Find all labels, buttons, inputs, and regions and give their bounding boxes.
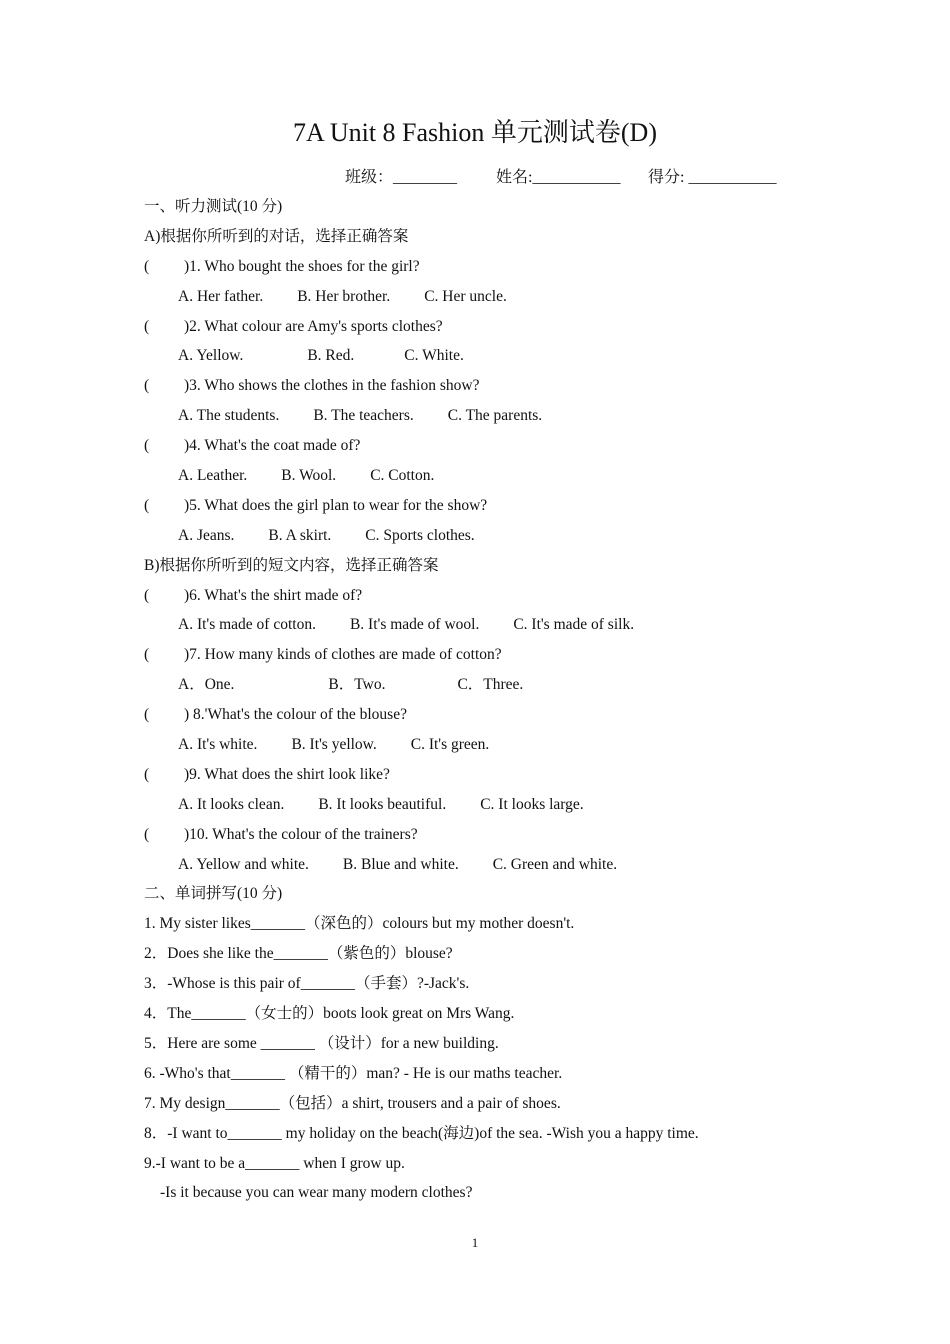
option-a: A. The students.: [178, 407, 280, 425]
spelling-item-3: 3．-Whose is this pair of_______（手套）?-Jack's.: [144, 975, 470, 993]
answer-blank[interactable]: (: [144, 257, 150, 275]
option-a: A. It's made of cotton.: [178, 616, 316, 634]
option-c: C. Her uncle.: [424, 287, 507, 305]
option-b: B. It's made of wool.: [349, 616, 480, 634]
partB-instruction: B)根据你所听到的短文内容，选择正确答案: [144, 556, 439, 574]
option-a: A. Yellow.: [178, 347, 244, 365]
answer-blank[interactable]: (: [144, 706, 150, 724]
score-field[interactable]: 得分: ___________: [648, 169, 777, 186]
class-field[interactable]: 班级：________: [345, 169, 458, 186]
question-5: [144, 491, 844, 521]
options-9: [144, 790, 844, 820]
student-info-row: [0, 166, 950, 190]
name-field[interactable]: 姓名:___________: [496, 169, 621, 186]
answer-blank[interactable]: (: [144, 377, 150, 395]
partA-questions: [144, 252, 844, 551]
option-b: B．Two.: [328, 676, 386, 694]
options-4: [144, 461, 844, 491]
spelling-item-10: -Is it because you can wear many modern clothes?: [160, 1184, 473, 1202]
option-c: C. It's green.: [410, 736, 490, 754]
exam-content: [144, 192, 844, 1208]
option-a: A. Leather.: [178, 467, 248, 485]
options-8: [144, 730, 844, 760]
option-c: C. The parents.: [447, 407, 543, 425]
question-8: [144, 700, 844, 730]
question-3: [144, 371, 844, 401]
option-b: B. Blue and white.: [342, 855, 459, 873]
question-text: )10. What's the colour of the trainers?: [184, 825, 418, 843]
option-a: A. Jeans.: [178, 526, 235, 544]
options-7: [144, 670, 844, 700]
question-7: [144, 640, 844, 670]
option-c: C．Three.: [457, 676, 524, 694]
option-b: B. Red.: [307, 347, 355, 365]
page-number: 1: [471, 1235, 479, 1250]
option-a: A. It's white.: [178, 736, 258, 754]
spelling-item-5: 5．Here are some _______ （设计）for a new building.: [144, 1034, 499, 1052]
option-b: B. A skirt.: [268, 526, 332, 544]
question-text: )3. Who shows the clothes in the fashion show?: [184, 377, 480, 395]
partB-questions: [144, 581, 844, 880]
options-6: [144, 610, 844, 640]
question-2: [144, 312, 844, 342]
question-9: [144, 760, 844, 790]
answer-blank[interactable]: (: [144, 825, 150, 843]
option-a: A. Yellow and white.: [178, 855, 309, 873]
page-title: 7A Unit 8 Fashion 单元测试卷(D): [292, 118, 657, 147]
question-10: [144, 820, 844, 850]
answer-blank[interactable]: (: [144, 317, 150, 335]
spelling-item-4: 4．The_______（女士的）boots look great on Mrs Wang.: [144, 1005, 515, 1023]
options-2: [144, 341, 844, 371]
question-text: ) 8.'What's the colour of the blouse?: [184, 706, 407, 724]
answer-blank[interactable]: (: [144, 765, 150, 783]
spelling-item-2: 2．Does she like the_______（紫色的）blouse?: [144, 945, 453, 963]
option-c: C. White.: [404, 347, 464, 365]
section2-heading: 二、单词拼写(10 分): [144, 885, 283, 903]
option-c: C. It looks large.: [480, 795, 584, 813]
options-5: [144, 521, 844, 551]
spelling-item-7: 7. My design_______（包括）a shirt, trousers and a pair of shoes.: [144, 1094, 561, 1112]
spelling-items: [144, 909, 844, 1208]
options-1: [144, 282, 844, 312]
question-6: [144, 581, 844, 611]
spelling-item-8: 8．-I want to_______ my holiday on the beach(海边)of the sea. -Wish you a happy time.: [144, 1124, 699, 1142]
options-3: [144, 401, 844, 431]
answer-blank[interactable]: (: [144, 496, 150, 514]
option-b: B. It looks beautiful.: [318, 795, 447, 813]
spelling-item-1: 1. My sister likes_______（深色的）colours but my mother doesn't.: [144, 915, 575, 933]
answer-blank[interactable]: (: [144, 437, 150, 455]
partA-instruction: A)根据你所听到的对话，选择正确答案: [144, 227, 409, 245]
question-text: )1. Who bought the shoes for the girl?: [184, 257, 420, 275]
question-4: [144, 431, 844, 461]
option-a: A. Her father.: [178, 287, 264, 305]
option-c: C. Cotton.: [370, 467, 435, 485]
spelling-item-6: 6. -Who's that_______ （精干的）man? - He is our maths teacher.: [144, 1064, 563, 1082]
options-10: [144, 850, 844, 880]
question-text: )9. What does the shirt look like?: [184, 765, 390, 783]
option-b: B. It's yellow.: [291, 736, 377, 754]
question-text: )5. What does the girl plan to wear for the show?: [184, 496, 488, 514]
spelling-item-9: 9.-I want to be a_______ when I grow up.: [144, 1154, 405, 1172]
option-b: B. The teachers.: [313, 407, 414, 425]
question-1: [144, 252, 844, 282]
option-c: C. Green and white.: [492, 855, 618, 873]
option-b: B. Wool.: [281, 467, 337, 485]
question-text: )6. What's the shirt made of?: [184, 586, 363, 604]
option-a: A．One.: [178, 676, 235, 694]
question-text: )4. What's the coat made of?: [184, 437, 361, 455]
option-a: A. It looks clean.: [178, 795, 285, 813]
answer-blank[interactable]: (: [144, 646, 150, 664]
option-c: C. It's made of silk.: [513, 616, 635, 634]
question-text: )7. How many kinds of clothes are made of cotton?: [184, 646, 502, 664]
section1-heading: 一、听力测试(10 分): [144, 198, 283, 215]
option-c: C. Sports clothes.: [365, 526, 475, 544]
answer-blank[interactable]: (: [144, 586, 150, 604]
question-text: )2. What colour are Amy's sports clothes?: [184, 317, 443, 335]
option-b: B. Her brother.: [297, 287, 391, 305]
